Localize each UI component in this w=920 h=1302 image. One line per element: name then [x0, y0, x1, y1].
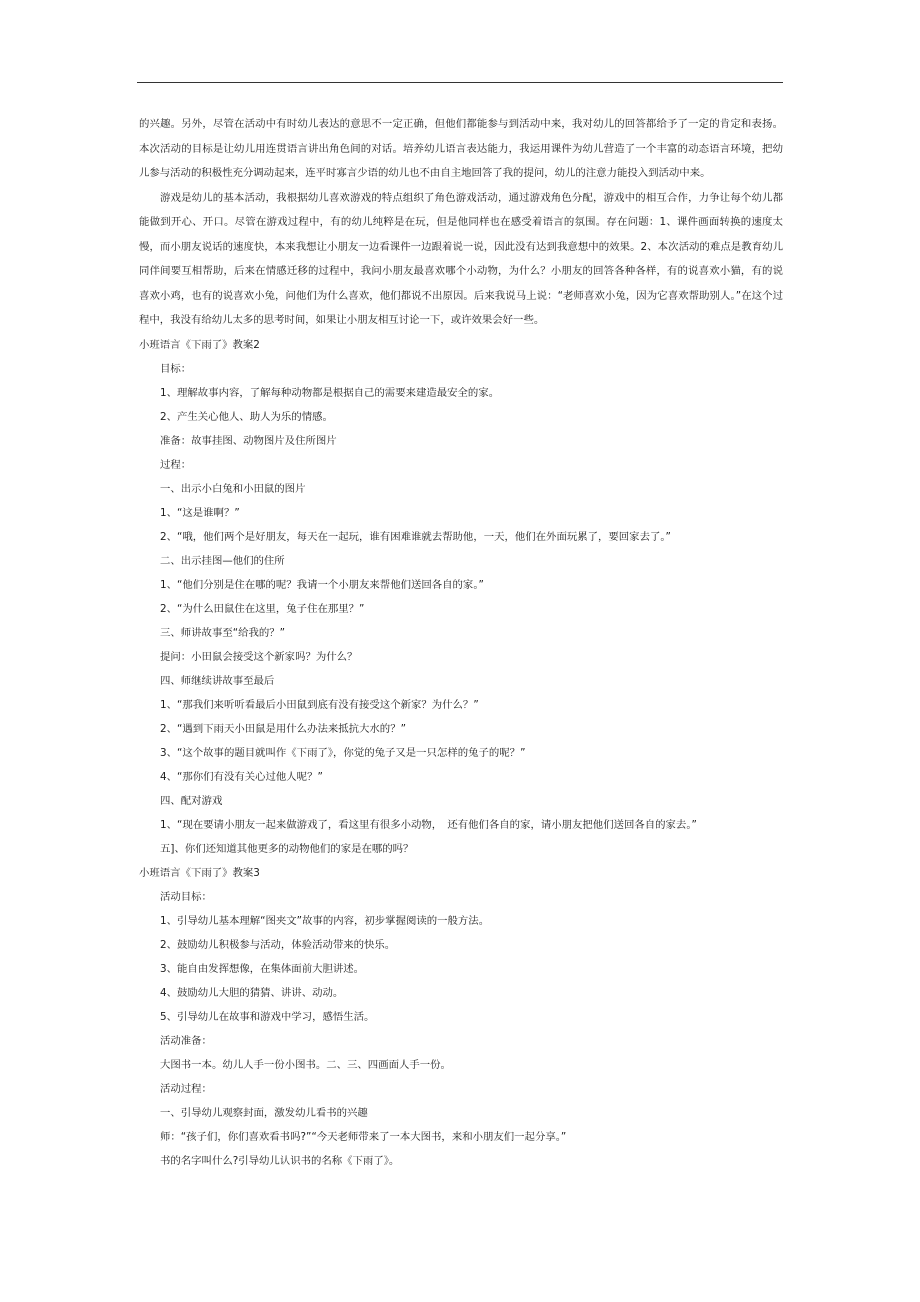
text-line: 2、“为什么田鼠住在这里，兔子住在那里？” — [160, 602, 365, 615]
text-line: 1、“现在要请小朋友一起来做游戏了，看这里有很多小动物， 还有他们各自的家，请小朋友把他们送回各自的家去。” — [160, 818, 697, 831]
text-line: 二、出示挂图—他们的住所 — [160, 554, 285, 567]
text-line: 2、产生关心他人、助人为乐的情感。 — [160, 410, 333, 423]
text-line: 师：“孩子们，你们喜欢看书吗?”“今天老师带来了一本大图书，来和小朋友们一起分享。” — [160, 1130, 567, 1143]
text-line: 1、理解故事内容，了解每种动物都是根据自己的需要来建造最安全的家。 — [160, 386, 500, 399]
text-line: 一、出示小白兔和小田鼠的图片 — [160, 482, 306, 495]
lesson-lines — [139, 333, 783, 1173]
document-body — [139, 112, 783, 1173]
text-line: 2、鼓励幼儿积极参与活动，体验活动带来的快乐。 — [160, 938, 396, 951]
text-line: 四、配对游戏 — [160, 794, 223, 807]
text-line: 活动目标： — [160, 890, 212, 903]
text-line: 五]、你们还知道其他更多的动物他们的家是在哪的吗？ — [160, 842, 414, 855]
text-line: 目标： — [160, 362, 192, 375]
text-line: 准备：故事挂图、动物图片及住所图片 — [160, 434, 337, 447]
section-heading: 小班语言《下雨了》教案3 — [139, 866, 260, 879]
text-line: 4、鼓励幼儿大胆的猜猜、讲讲、动动。 — [160, 986, 344, 999]
text-line: 3、能自由发挥想像，在集体面前大胆讲述。 — [160, 962, 365, 975]
text-line: 4、“那你们有没有关心过他人呢？” — [160, 770, 323, 783]
text-line: 2、“遇到下雨天小田鼠是用什么办法来抵抗大水的？” — [160, 722, 406, 735]
text-line: 三、师讲故事至“给我的？” — [160, 626, 286, 639]
text-line: 过程： — [160, 458, 192, 471]
paragraph-intro: 的兴趣。另外，尽管在活动中有时幼儿表达的意思不一定正确，但他们都能参与到活动中来，我对幼儿的回答都给予了一定的肯定和表扬。本次活动的目标是让幼儿用连贯语言讲出角色间的对话。培养幼儿语言表达能力，我运用课件为幼儿营造了一个丰富的动态语言环境，把幼儿参与活动的积极性充分调动起来，连平时寡言少语的幼儿也不由自主地回答了我的提问，幼儿的注意力能投入到活动中来。 — [139, 118, 783, 179]
paragraph-game: 游戏是幼儿的基本活动，我根据幼儿喜欢游戏的特点组织了角色游戏活动，通过游戏角色分配，游戏中的相互合作，力争让每个幼儿都能做到开心、开口。尽管在游戏过程中，有的幼儿纯粹是在玩，但是他同样也在感受着语言的氛围。存在问题：1、课件画面转换的速度太慢，而小朋友说话的速度快，本来我想让小朋友一边看课件一边跟着说一说，因此没有达到我意想中的效果。2、本次活动的难点是教育幼儿同伴间要互相帮助，后来在情感迁移的过程中，我问小朋友最喜欢哪个小动物，为什么？小朋友的回答各种各样，有的说喜欢小猫，有的说喜欢小鸡，也有的说喜欢小兔，问他们为什么喜欢，他们都说不出原因。后来我说马上说：“老师喜欢小兔，因为它喜欢帮助别人。”在这个过程中，我没有给幼儿太多的思考时间，如果让小朋友相互讨论一下，或许效果会好一些。 — [139, 191, 783, 326]
text-line: 1、“他们分别是住在哪的呢？我请一个小朋友来帮他们送回各自的家。” — [160, 578, 484, 591]
text-line: 5、引导幼儿在故事和游戏中学习，感悟生活。 — [160, 1010, 375, 1023]
text-line: 2、“哦，他们两个是好朋友，每天在一起玩，谁有困难谁就去帮助他，一天，他们在外面玩累了，要回家去了。” — [160, 530, 671, 543]
text-line: 一、引导幼儿观察封面，激发幼儿看书的兴趣 — [160, 1106, 368, 1119]
text-line: 活动过程： — [160, 1082, 212, 1095]
text-line: 提问：小田鼠会接受这个新家吗？为什么？ — [160, 650, 358, 663]
text-line: 1、引导幼儿基本理解“图夹文”故事的内容，初步掌握阅读的一般方法。 — [160, 914, 490, 927]
section-heading: 小班语言《下雨了》教案2 — [139, 338, 260, 351]
text-line: 活动准备： — [160, 1034, 212, 1047]
text-line: 四、师继续讲故事至最后 — [160, 674, 275, 687]
text-line: 1、“那我们来听听看最后小田鼠到底有没有接受这个新家？为什么？” — [160, 698, 479, 711]
text-line: 3、“这个故事的题目就叫作《下雨了》，你觉的兔子又是一只怎样的兔子的呢？” — [160, 746, 526, 759]
text-line: 1、“这是谁啊？” — [160, 506, 240, 519]
text-line: 大图书一本。幼儿人手一份小图书。二、三、四画面人手一份。 — [160, 1058, 451, 1071]
text-line: 书的名字叫什么?引导幼儿认识书的名称《下雨了》。 — [160, 1154, 400, 1167]
header-rule — [137, 82, 783, 83]
